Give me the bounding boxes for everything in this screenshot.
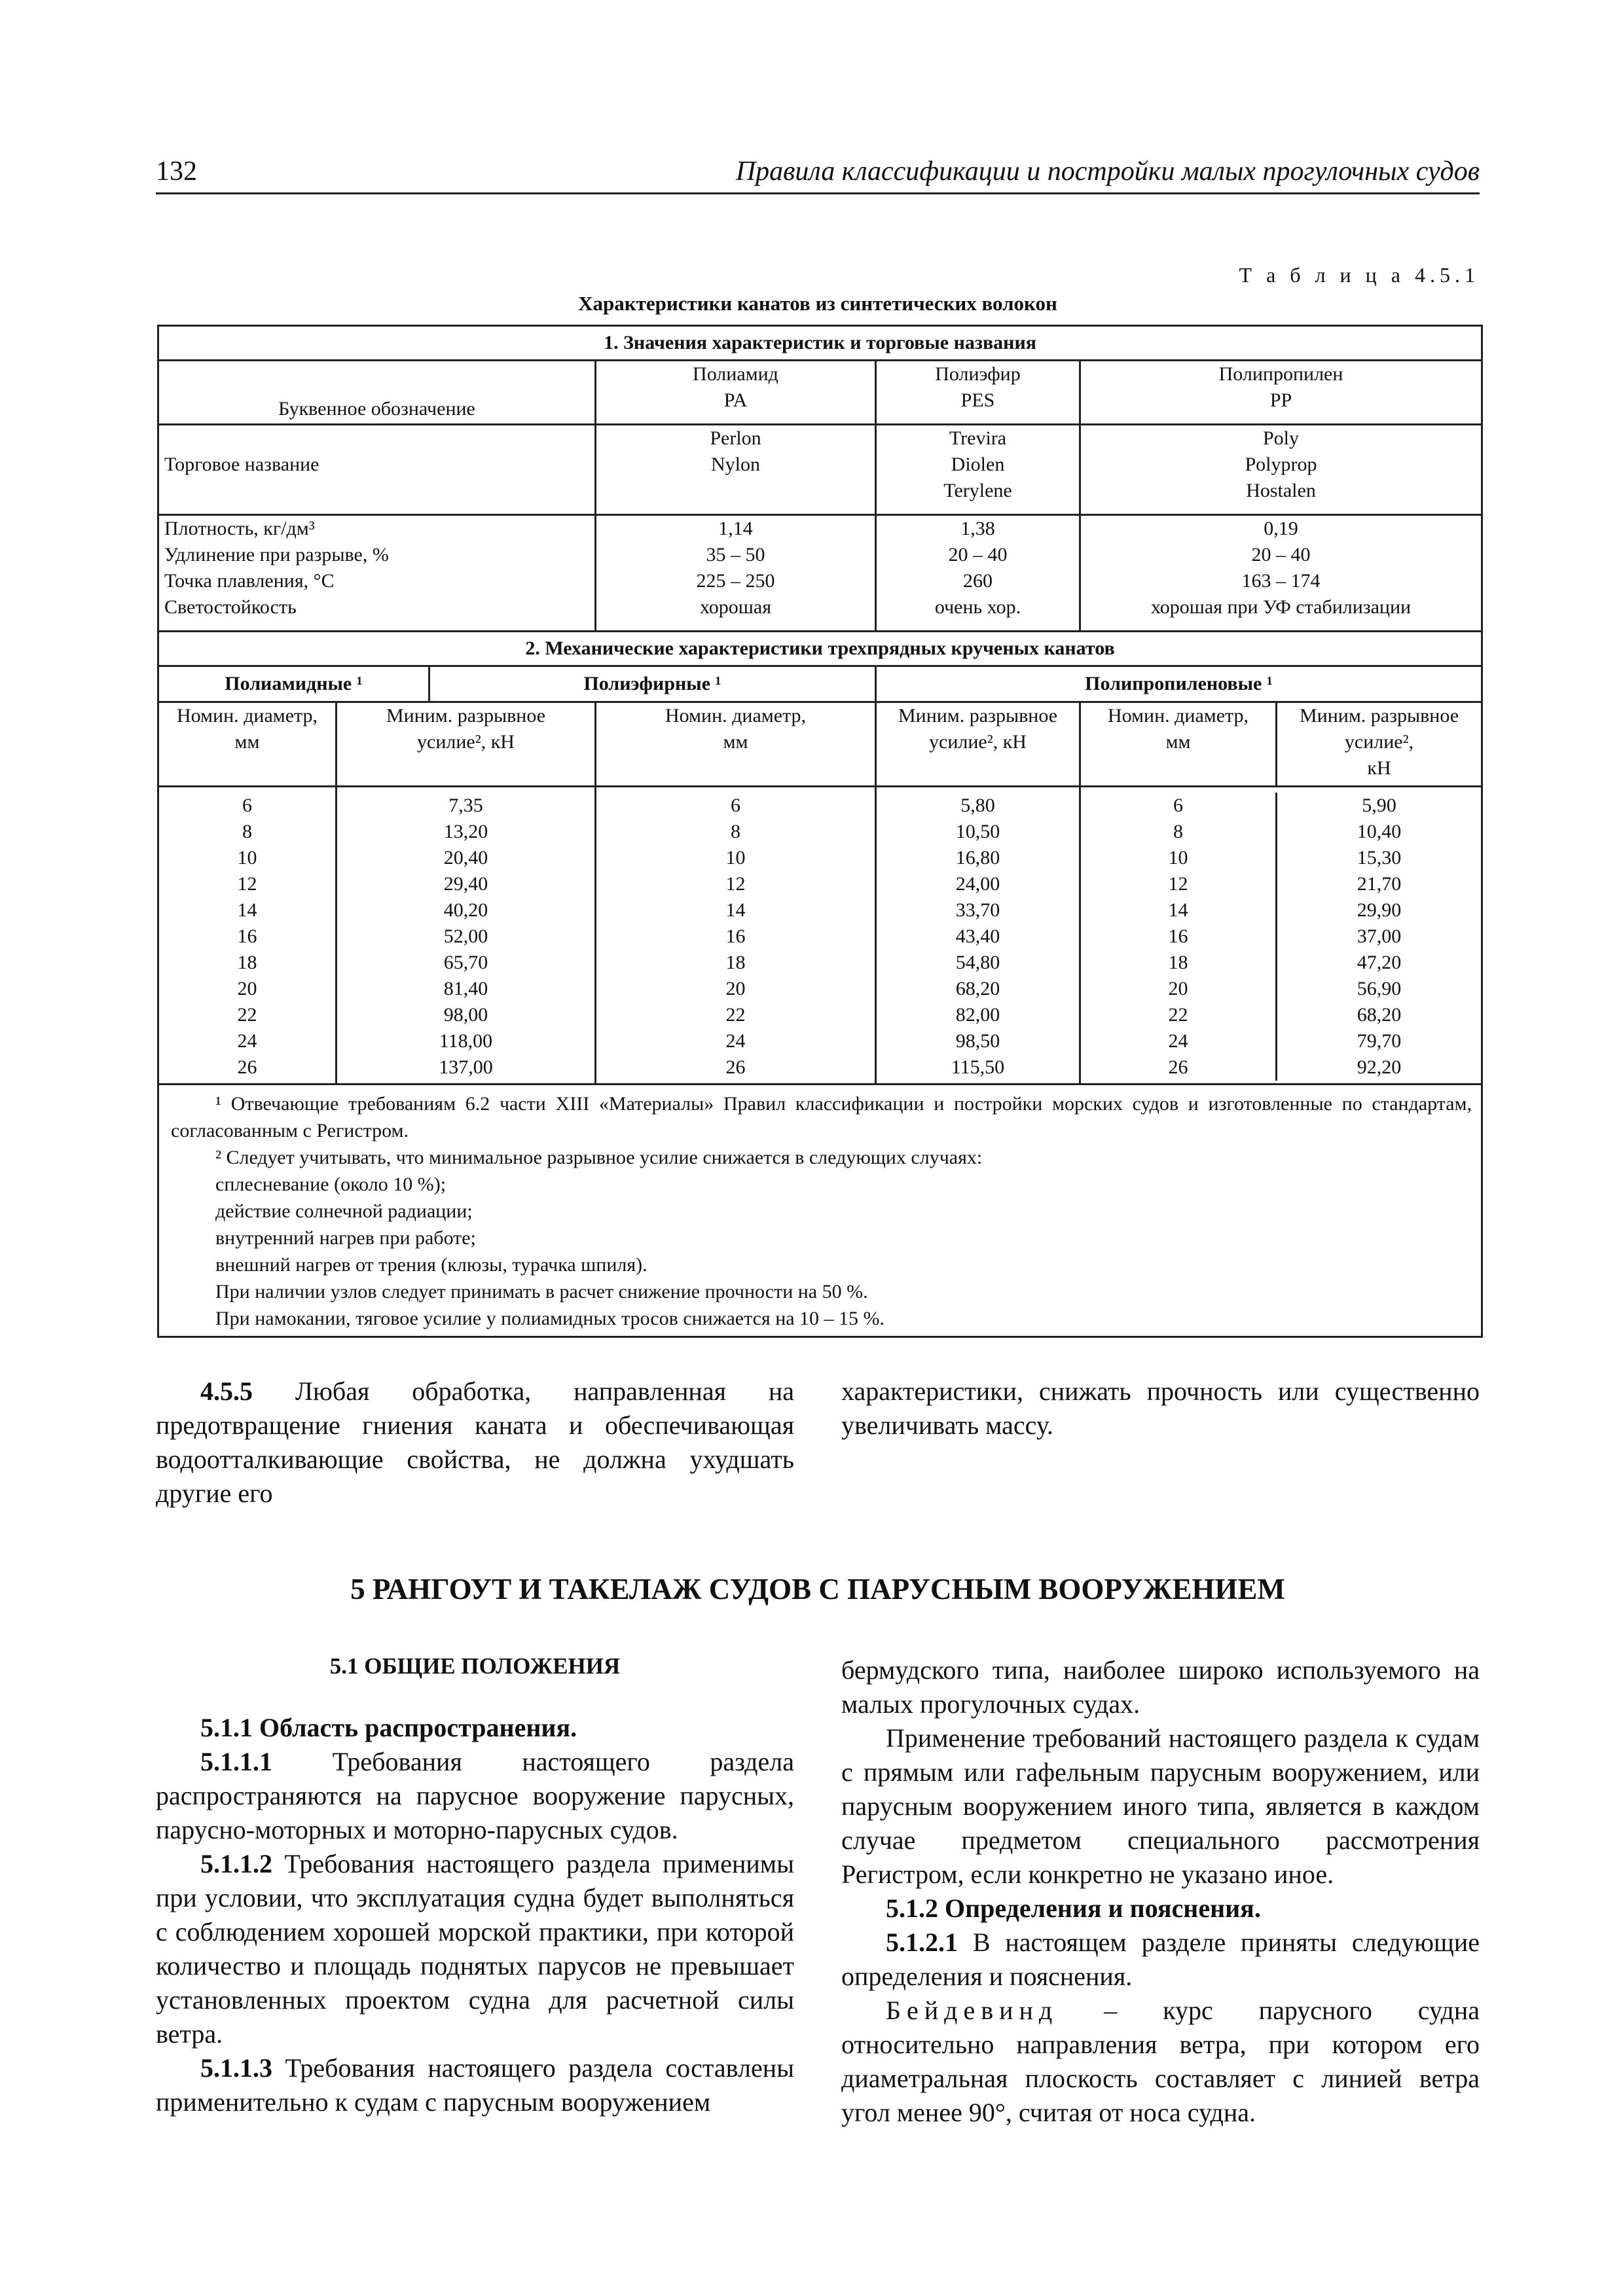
pp-force-cell: 79,70 <box>1357 1030 1402 1052</box>
section2-heading: 2. Механические характеристики трехпрядных крученых канатов <box>158 632 1482 666</box>
pa-force-cell: 52,00 <box>337 924 596 950</box>
note-item: внешний нагрев от трения (клюзы, турачка шпиля). <box>215 1254 647 1276</box>
page-header <box>156 152 1480 194</box>
pa-diameter-cell: 26 <box>158 1054 337 1085</box>
material-pes-header: Полиэфир PES <box>876 361 1080 425</box>
pa-diameter-cell: 6 <box>158 787 337 819</box>
pes-diameter-cell: 24 <box>596 1028 876 1054</box>
paragraph-5-1-1-1: 5.1.1.1 Требования настоящего раздела распространяются на парусное вооружение парусных, парусно-моторных и моторно-парусных судов. <box>156 1747 794 1844</box>
pp-force-cell: 29,90 <box>1357 899 1402 921</box>
table-row <box>158 819 1482 845</box>
note-item: действие солнечной радиации; <box>215 1200 473 1222</box>
pa-force-cell: 81,40 <box>337 976 596 1002</box>
pa-diameter-cell: 22 <box>158 1002 337 1028</box>
pp-force-cell: 10,40 <box>1357 821 1402 842</box>
page-number: 132 <box>156 156 197 187</box>
paragraph-5-1-1-3: 5.1.1.3 Требования настоящего раздела составлены применительно к судам с парусным вооружением <box>156 2053 794 2117</box>
table-row <box>158 897 1482 924</box>
group-polyester: Полиэфирные ¹ <box>429 666 876 702</box>
table-row <box>158 1028 1482 1054</box>
pp-force-cell: 15,30 <box>1357 847 1402 869</box>
pa-diameter-cell: 14 <box>158 897 337 924</box>
group-polyamide: Полиамидные ¹ <box>158 666 429 702</box>
material-pa-header: Полиамид PA <box>596 361 876 425</box>
pes-diameter-cell: 6 <box>596 787 876 819</box>
pp-diameter-cell: 6 <box>1081 793 1277 819</box>
pa-force-cell: 29,40 <box>337 871 596 897</box>
note-item: При намокании, тяговое усилие у полиамидных тросов снижается на 10 – 15 %. <box>215 1308 885 1329</box>
pp-diameter-cell: 14 <box>1081 897 1277 924</box>
pp-force-cell: 92,20 <box>1357 1056 1402 1078</box>
pes-diameter-cell: 18 <box>596 950 876 976</box>
pa-diameter-cell: 20 <box>158 976 337 1002</box>
section1-heading: 1. Значения характеристик и торговые названия <box>158 326 1482 361</box>
pa-force-cell: 65,70 <box>337 950 596 976</box>
pes-force-header: Миним. разрывное усилие², кН <box>876 702 1080 787</box>
paragraph-5-1-2-1: 5.1.2.1 В настоящем разделе приняты следующие определения и пояснения. <box>841 1928 1480 1991</box>
pa-diameter-cell: 16 <box>158 924 337 950</box>
group-polypropylene: Полипропиленовые ¹ <box>876 666 1482 702</box>
running-title: Правила классификации и постройки малых прогулочных судов <box>735 156 1480 187</box>
pp-force-cell: 5,90 <box>1362 795 1396 816</box>
pa-diameter-cell: 18 <box>158 950 337 976</box>
pes-force-cell: 98,50 <box>876 1028 1080 1054</box>
properties-pa: 1,14 35 – 50 225 – 250 хорошая <box>596 515 876 632</box>
pes-force-cell: 33,70 <box>876 897 1080 924</box>
pp-diameter-cell: 8 <box>1081 819 1277 845</box>
letter-label: Буквенное обозначение <box>158 361 596 425</box>
left-column <box>156 1643 794 2119</box>
heading-5-1-1: 5.1.1 Область распространения. <box>200 1713 577 1742</box>
pp-diameter-cell: 26 <box>1081 1054 1277 1081</box>
property-labels: Плотность, кг/дм³ Удлинение при разрыве, % Точка плавления, °С Светостойкость <box>158 515 596 632</box>
pes-force-cell: 24,00 <box>876 871 1080 897</box>
table-row <box>158 787 1482 819</box>
properties-pp: 0,19 20 – 40 163 – 174 хорошая при УФ стабилизации <box>1080 515 1482 632</box>
pes-force-cell: 16,80 <box>876 845 1080 871</box>
pa-force-cell: 20,40 <box>337 845 596 871</box>
table-row <box>158 871 1482 897</box>
data-rows <box>158 787 1482 1085</box>
pes-diameter-cell: 16 <box>596 924 876 950</box>
paragraph-4-5-5-left: 4.5.5 Любая обработка, направленная на предотвращение гниения каната и обеспечивающая водоотталкивающие свойства, не должна ухудшать другие его <box>156 1376 794 1508</box>
pp-cells <box>1080 950 1482 976</box>
material-pp-header: Полипропилен PP <box>1080 361 1482 425</box>
rope-characteristics-table <box>157 325 1483 1338</box>
properties-pes: 1,38 20 – 40 260 очень хор. <box>876 515 1080 632</box>
paragraph-apply: Применение требований настоящего раздела к судам с прямым или гафельным парусным вооружением, или парусным вооружением иного типа, является в каждом случае предметом специального рассмотрения Регистром, если конкретно не указано иное. <box>841 1723 1480 1889</box>
pp-cells <box>1080 976 1482 1002</box>
pp-cells <box>1080 787 1482 819</box>
pes-diameter-cell: 12 <box>596 871 876 897</box>
pes-diameter-header: Номин. диаметр, мм <box>596 702 876 787</box>
pa-diameter-cell: 8 <box>158 819 337 845</box>
table-title: Характеристики канатов из синтетических волокон <box>578 292 1057 315</box>
pp-cells <box>1080 1054 1482 1085</box>
pa-force-header: Миним. разрывное усилие², кН <box>337 702 596 787</box>
definition-beidewind: Бейдевинд – курс парусного судна относительно направления ветра, при котором его диаметральная плоскость составляет с линией ветра угол менее 90°, считая от носа судна. <box>841 1996 1480 2127</box>
trade-pes: Trevira Diolen Terylene <box>876 425 1080 515</box>
pes-diameter-cell: 8 <box>596 819 876 845</box>
pp-diameter-cell: 10 <box>1081 845 1277 871</box>
pp-cells <box>1080 871 1482 897</box>
pes-diameter-cell: 22 <box>596 1002 876 1028</box>
pp-force-cell: 47,20 <box>1357 952 1402 973</box>
note-item: внутренний нагрев при работе; <box>215 1227 476 1249</box>
pa-force-cell: 7,35 <box>337 787 596 819</box>
pp-cells <box>1080 845 1482 871</box>
pa-diameter-cell: 10 <box>158 845 337 871</box>
pes-force-cell: 68,20 <box>876 976 1080 1002</box>
note-item: сплесневание (около 10 %); <box>215 1174 447 1195</box>
pp-diameter-cell: 20 <box>1081 976 1277 1002</box>
chapter-heading: 5 РАНГОУТ И ТАКЕЛАЖ СУДОВ С ПАРУСНЫМ ВООРУЖЕНИЕМ <box>350 1573 1285 1605</box>
note-1: ¹ Отвечающие требованиям 6.2 части XIII «Материалы» Правил классификации и постройки морских судов и изготовленные по стандартам, согласованным с Регистром. <box>171 1093 1472 1141</box>
pp-force-cell: 37,00 <box>1357 925 1402 947</box>
pp-diameter-cell: 16 <box>1081 924 1277 950</box>
pes-force-cell: 115,50 <box>876 1054 1080 1085</box>
section-heading: 5.1 ОБЩИЕ ПОЛОЖЕНИЯ <box>329 1653 621 1679</box>
pp-force-cell: 56,90 <box>1357 978 1402 999</box>
pp-force-cell: 68,20 <box>1357 1004 1402 1026</box>
table-notes <box>158 1085 1482 1337</box>
pes-diameter-cell: 10 <box>596 845 876 871</box>
pp-header: Номин. диаметр, мм Миним. разрывное усилие², кН <box>1080 702 1482 787</box>
pp-cells <box>1080 819 1482 845</box>
table-row <box>158 924 1482 950</box>
pes-force-cell: 54,80 <box>876 950 1080 976</box>
pes-force-cell: 43,40 <box>876 924 1080 950</box>
pa-force-cell: 13,20 <box>337 819 596 845</box>
trade-pa: Perlon Nylon <box>596 425 876 515</box>
pes-force-cell: 82,00 <box>876 1002 1080 1028</box>
pa-force-cell: 137,00 <box>337 1054 596 1085</box>
note-item: При наличии узлов следует принимать в расчет снижение прочности на 50 %. <box>215 1281 868 1302</box>
pes-force-cell: 10,50 <box>876 819 1080 845</box>
pp-force-cell: 21,70 <box>1357 873 1402 895</box>
right-column <box>841 1653 1480 2130</box>
pp-cells <box>1080 924 1482 950</box>
pp-diameter-cell: 18 <box>1081 950 1277 976</box>
trade-label: Торговое название <box>158 425 596 515</box>
table-number: Т а б л и ц а 4.5.1 <box>1239 263 1480 287</box>
pes-diameter-cell: 14 <box>596 897 876 924</box>
paragraph-4-5-5-right: характеристики, снижать прочность или существенно увеличивать массу. <box>841 1376 1480 1440</box>
table-row <box>158 1054 1482 1085</box>
pes-force-cell: 5,80 <box>876 787 1080 819</box>
pp-diameter-cell: 12 <box>1081 871 1277 897</box>
pp-cells <box>1080 897 1482 924</box>
pp-cells <box>1080 1028 1482 1054</box>
paragraph-5-1-1-3-cont: бермудского типа, наиболее широко используемого на малых прогулочных судах. <box>841 1655 1480 1719</box>
pa-force-cell: 40,20 <box>337 897 596 924</box>
note-2: ² Следует учитывать, что минимальное разрывное усилие снижается в следующих случаях: <box>215 1147 983 1168</box>
table-row <box>158 1002 1482 1028</box>
heading-5-1-2: 5.1.2 Определения и пояснения. <box>886 1893 1261 1923</box>
table-row <box>158 950 1482 976</box>
pes-diameter-cell: 20 <box>596 976 876 1002</box>
table-row <box>158 976 1482 1002</box>
pa-diameter-header: Номин. диаметр, мм <box>158 702 337 787</box>
pa-force-cell: 98,00 <box>337 1002 596 1028</box>
table-row <box>158 845 1482 871</box>
pa-force-cell: 118,00 <box>337 1028 596 1054</box>
trade-pp: Poly Polyprop Hostalen <box>1080 425 1482 515</box>
pp-cells <box>1080 1002 1482 1028</box>
paragraph-5-1-1-2: 5.1.1.2 Требования настоящего раздела применимы при условии, что эксплуатация судна будет выполняться с соблюдением хорошей морской практики, при которой количество и площадь поднятых парусов не превышает установленных проектом судна для расчетной силы ветра. <box>156 1849 794 2049</box>
pp-diameter-cell: 22 <box>1081 1002 1277 1028</box>
pp-diameter-cell: 24 <box>1081 1028 1277 1054</box>
pa-diameter-cell: 12 <box>158 871 337 897</box>
pes-diameter-cell: 26 <box>596 1054 876 1085</box>
pa-diameter-cell: 24 <box>158 1028 337 1054</box>
